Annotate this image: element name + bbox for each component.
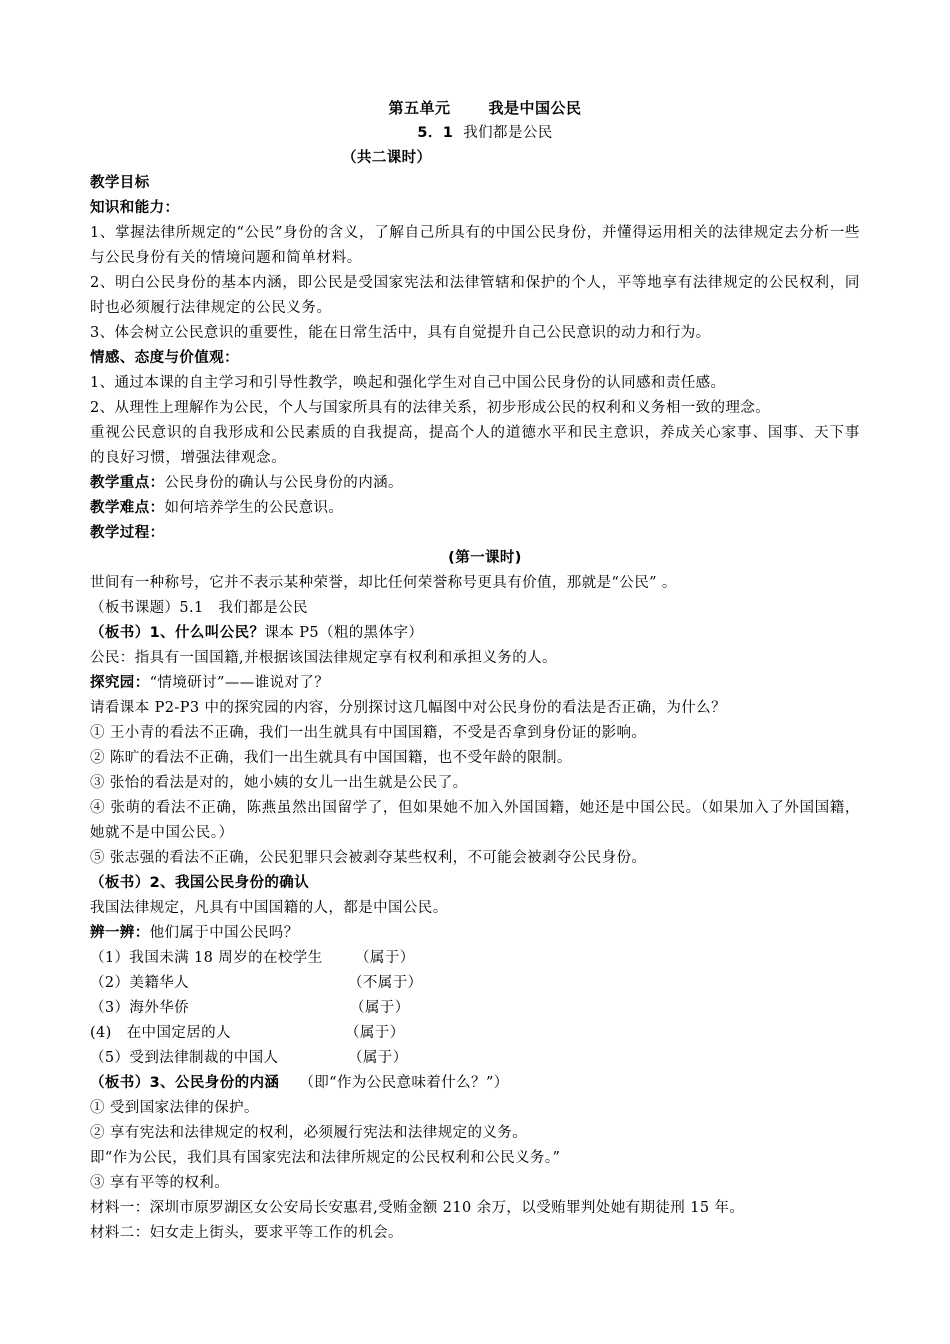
explore-label: 探究园： (90, 675, 150, 691)
board1-text: 课本 P5（粗的黑体字） (264, 625, 424, 641)
identify-item (90, 1021, 860, 1046)
explore (90, 671, 860, 696)
emotion-heading: 情感、态度与价值观： (90, 350, 239, 366)
identify-item (90, 1046, 860, 1071)
identify-answer: （属于） (345, 1025, 405, 1041)
citizen-definition: 公民：指具有一国国籍,并根据该国法律规定享有权利和承担义务的人。 (90, 650, 557, 666)
board2: （板书）2、我国公民身份的确认 (90, 875, 310, 891)
lesson-title: 我们都是公民 (463, 125, 553, 141)
board1 (90, 621, 860, 646)
board3-label: （板书）3、公民身份的内涵 (90, 1075, 280, 1091)
unit-label: 第五单元 (388, 99, 451, 117)
knowledge-item: 2、明白公民身份的基本内涵，即公民是受国家宪法和法律管辖和保护的个人，平等地享有法律规定的公民权利，同时也必须履行法律规定的公民义务。 (90, 275, 860, 316)
identify-answer: （不属于） (348, 975, 423, 991)
content-item: 即“作为公民，我们具有国家宪法和法律所规定的公民权利和公民义务。” (90, 1150, 561, 1166)
identify-item (90, 996, 860, 1021)
answer-item: ③ 张怡的看法是对的，她小姨的女儿一出生就是公民了。 (90, 775, 468, 791)
identify-question: （1）我国未满 18 周岁的在校学生 (90, 950, 323, 966)
emotion-item: 1、通过本课的自主学习和引导性教学，唤起和强化学生对自己中国公民身份的认同感和责任感。 (90, 375, 726, 391)
board-topic: （板书课题）5.1 我们都是公民 (90, 600, 308, 616)
content-item: ① 受到国家法律的保护。 (90, 1100, 259, 1116)
material-item: 材料二：妇女走上街头，要求平等工作的机会。 (90, 1225, 403, 1241)
identify-label: 辨一辨： (90, 925, 150, 941)
unit-title: 我是中国公民 (488, 99, 582, 117)
unit-title-line (110, 96, 860, 121)
identify-question: （3）海外华侨 (90, 1000, 190, 1016)
identify-item (90, 971, 860, 996)
identify-question: （5）受到法律制裁的中国人 (90, 1050, 279, 1066)
answer-item: ② 陈旷的看法不正确，我们一出生就具有中国国籍，也不受年龄的限制。 (90, 750, 572, 766)
process-label: 教学过程： (90, 525, 165, 541)
identify-answer: （属于） (350, 1000, 410, 1016)
emotion-item: 2、从理性上理解作为公民，个人与国家所具有的法律关系，初步形成公民的权利和义务相一致的理念。 (90, 400, 771, 416)
answer-item: ⑤ 张志强的看法不正确，公民犯罪只会被剥夺某些权利，不可能会被剥夺公民身份。 (90, 850, 647, 866)
identify-text: 他们属于中国公民吗？ (149, 925, 299, 941)
difficulty-label: 教学难点： (90, 500, 165, 516)
identify-answer: （属于） (355, 950, 415, 966)
knowledge-item: 3、体会树立公民意识的重要性，能在日常生活中，具有自觉提升自己公民意识的动力和行为。 (90, 325, 711, 341)
lesson-number: 5．1 (417, 125, 454, 141)
identify-question: (4) 在中国定居的人 (90, 1025, 231, 1041)
material-item: 材料一：深圳市原罗湖区女公安局长安惠君,受贿金额 210 余万，以受贿罪判处她有期徒刑 15 年。 (90, 1200, 745, 1216)
confirm-text: 我国法律规定，凡具有中国国籍的人，都是中国公民。 (90, 900, 448, 916)
explore-text: “情境研讨”——谁说对了？ (149, 675, 330, 691)
lesson1-heading: (第一课时) (448, 550, 522, 566)
identify-item (90, 946, 860, 971)
board3-text: （即“作为公民意味着什么？”） (299, 1075, 509, 1091)
answer-item: ④ 张萌的看法不正确，陈燕虽然出国留学了，但如果她不加入外国国籍，她还是中国公民。（如果加入了外国国籍，她就不是中国公民。） (90, 800, 860, 841)
lesson1-intro: 世间有一种称号，它并不表示某种荣誉，却比任何荣誉称号更具有价值，那就是“公民” 。 (90, 575, 677, 591)
lesson-title-line (110, 121, 860, 146)
difficulty-text: 如何培养学生的公民意识。 (164, 500, 344, 516)
key-point-label: 教学重点： (90, 475, 165, 491)
key-point (90, 471, 860, 496)
knowledge-item: 1、掌握法律所规定的“公民”身份的含义，了解自己所具有的中国公民身份，并懂得运用相关的法律规定去分析一些与公民身份有关的情境问题和简单材料。 (90, 225, 860, 266)
document-page (90, 96, 860, 1246)
periods-note: （共二课时） (342, 150, 432, 166)
key-point-text: 公民身份的确认与公民身份的内涵。 (164, 475, 403, 491)
answer-item: ① 王小青的看法不正确，我们一出生就具有中国国籍，不受是否拿到身份证的影响。 (90, 725, 647, 741)
identify (90, 921, 860, 946)
goals-heading: 教学目标 (90, 175, 150, 191)
emotion-item: 重视公民意识的自我形成和公民素质的自我提高，提高个人的道德水平和民主意识，养成关心家事、国事、天下事的良好习惯，增强法律观念。 (90, 425, 860, 466)
identify-question: （2）美籍华人 (90, 975, 190, 991)
explore-prompt: 请看课本 P2-P3 中的探究园的内容，分别探讨这几幅图中对公民身份的看法是否正确，为什么？ (90, 700, 726, 716)
board3 (90, 1071, 860, 1096)
content-item: ② 享有宪法和法律规定的权利，必须履行宪法和法律规定的义务。 (90, 1125, 528, 1141)
difficulty-point (90, 496, 860, 521)
identify-answer: （属于） (348, 1050, 408, 1066)
content-item: ③ 享有平等的权利。 (90, 1175, 230, 1191)
knowledge-heading: 知识和能力： (90, 200, 180, 216)
board1-label: （板书）1、什么叫公民？ (90, 625, 265, 641)
